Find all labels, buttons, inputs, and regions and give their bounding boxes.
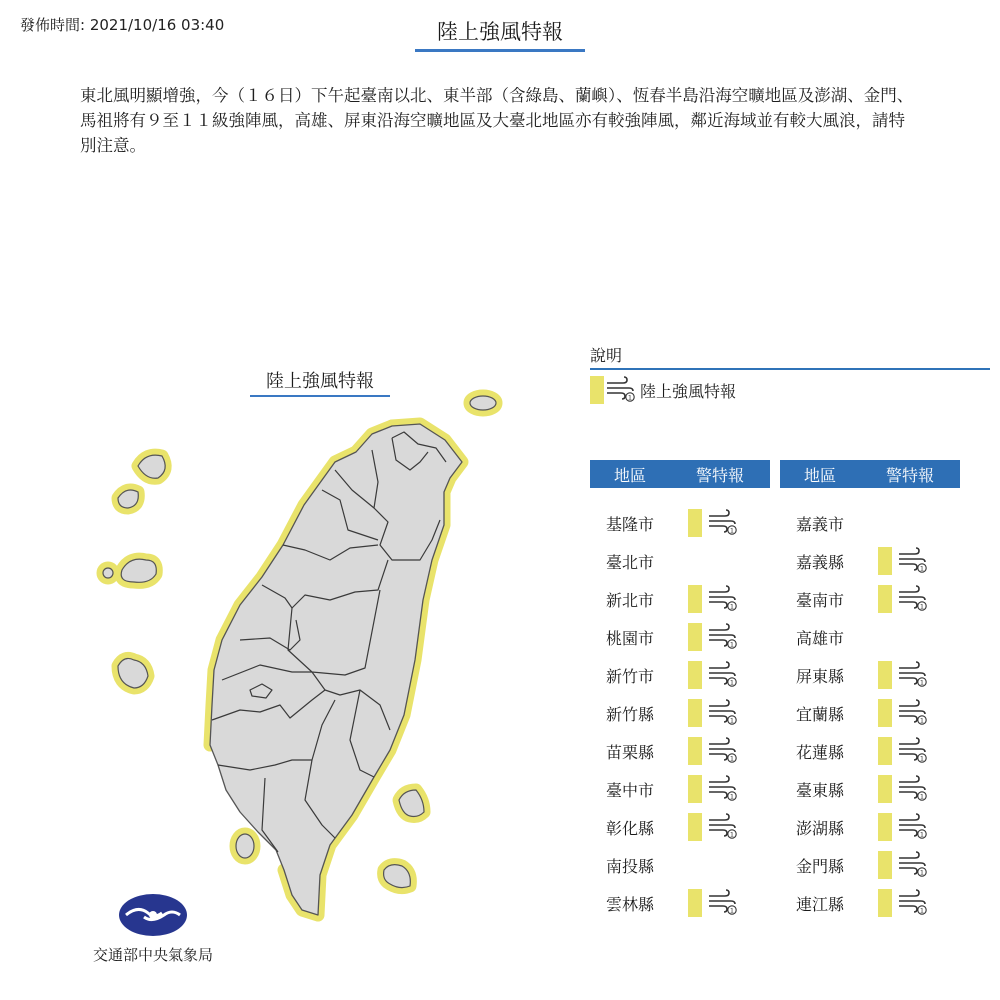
warning-color-swatch (878, 851, 892, 879)
area-name: 連江縣 (795, 894, 844, 914)
legend-item (590, 375, 736, 405)
table-row (780, 580, 960, 618)
svg-text:1: 1 (729, 526, 735, 535)
area-name: 新北市 (605, 590, 654, 610)
warning-color-swatch (688, 737, 702, 765)
warning-cell (670, 659, 770, 691)
warning-cell (860, 773, 960, 805)
warning-color-swatch (878, 813, 892, 841)
svg-text:1: 1 (729, 716, 735, 725)
warning-cell (860, 849, 960, 881)
legend-title: 說明 (590, 343, 990, 370)
table-row (590, 618, 770, 656)
warning-table-left (590, 460, 770, 922)
table-row (780, 542, 960, 580)
table-row (780, 504, 960, 542)
warning-color-swatch (688, 509, 702, 537)
table-row (590, 580, 770, 618)
warning-cell (860, 697, 960, 729)
strong-wind-icon (892, 773, 928, 805)
warning-cell (860, 659, 960, 691)
warning-color-swatch (688, 585, 702, 613)
table-row (590, 504, 770, 542)
strong-wind-icon (892, 887, 928, 919)
warning-cell (670, 735, 770, 767)
area-name: 嘉義市 (795, 514, 844, 534)
warning-cell (670, 583, 770, 615)
strong-wind-icon (702, 621, 738, 653)
table-row (780, 732, 960, 770)
svg-text:1: 1 (919, 602, 925, 611)
table-row (590, 884, 770, 922)
strong-wind-icon (702, 659, 738, 691)
strong-wind-icon (892, 697, 928, 729)
warning-color-swatch (878, 699, 892, 727)
svg-text:1: 1 (919, 678, 925, 687)
strong-wind-icon (604, 374, 636, 406)
strong-wind-icon (702, 583, 738, 615)
strong-wind-icon (892, 811, 928, 843)
warning-color-swatch (878, 889, 892, 917)
warning-color-swatch (878, 547, 892, 575)
page-title: 陸上強風特報 (415, 16, 585, 52)
warning-table-right (780, 460, 960, 922)
area-name: 苗栗縣 (605, 742, 654, 762)
area-name: 新竹市 (605, 666, 654, 686)
publish-time: 發佈時間: 2021/10/16 03:40 (20, 16, 225, 34)
svg-text:1: 1 (729, 830, 735, 839)
area-name: 南投縣 (605, 856, 654, 876)
map-title: 陸上強風特報 (250, 367, 390, 397)
svg-text:1: 1 (919, 754, 925, 763)
table-row (590, 770, 770, 808)
area-name: 金門縣 (795, 856, 844, 876)
area-name: 澎湖縣 (795, 818, 844, 838)
warning-color-swatch (688, 889, 702, 917)
warning-cell (670, 621, 770, 653)
area-name: 新竹縣 (605, 704, 654, 724)
strong-wind-icon (702, 773, 738, 805)
warning-cell (860, 811, 960, 843)
area-name: 桃園市 (605, 628, 654, 648)
column-header-warning: 警特報 (885, 465, 934, 485)
strong-wind-icon (702, 887, 738, 919)
svg-text:1: 1 (627, 393, 633, 402)
warning-color-swatch (688, 775, 702, 803)
warning-cell (670, 507, 770, 539)
warning-color-swatch (878, 775, 892, 803)
strong-wind-icon (892, 735, 928, 767)
island-turtle (470, 396, 496, 410)
svg-text:1: 1 (919, 564, 925, 573)
warning-color-swatch (590, 376, 604, 404)
strong-wind-icon (892, 545, 928, 577)
area-name: 臺東縣 (795, 780, 844, 800)
strong-wind-icon (702, 507, 738, 539)
area-name: 高雄市 (795, 628, 844, 648)
area-name: 臺北市 (605, 552, 654, 572)
warning-cell (670, 773, 770, 805)
warning-description: 東北風明顯增強，今（１６日）下午起臺南以北、東半部（含綠島、蘭嶼）、恆春半島沿海空曠地區及澎湖、金門、馬祖將有９至１１級強陣風，高雄、屏東沿海空曠地區及大臺北地區亦有較強陣風，鄰近海域並有較大風浪，請特別注意。 (80, 86, 914, 155)
warning-cell (670, 887, 770, 919)
area-name: 雲林縣 (605, 894, 654, 914)
table-row (780, 808, 960, 846)
table-row (780, 846, 960, 884)
warning-color-swatch (688, 813, 702, 841)
area-name: 嘉義縣 (795, 552, 844, 572)
strong-wind-icon (702, 811, 738, 843)
svg-text:1: 1 (729, 640, 735, 649)
column-header-area: 地區 (613, 465, 646, 485)
svg-text:1: 1 (729, 678, 735, 687)
area-name: 花蓮縣 (795, 742, 844, 762)
svg-text:1: 1 (729, 792, 735, 801)
area-name: 屏東縣 (795, 666, 844, 686)
svg-text:1: 1 (729, 754, 735, 763)
strong-wind-icon (892, 659, 928, 691)
legend-label: 陸上強風特報 (640, 381, 737, 401)
warning-color-swatch (878, 585, 892, 613)
island-lesser-kinmen (103, 568, 113, 578)
warning-color-swatch (688, 623, 702, 651)
table-row (590, 542, 770, 580)
warning-color-swatch (688, 699, 702, 727)
area-name: 臺南市 (795, 590, 844, 610)
table-row (780, 884, 960, 922)
strong-wind-icon (892, 849, 928, 881)
cwb-logo (118, 893, 188, 937)
svg-text:1: 1 (919, 716, 925, 725)
table-row (590, 846, 770, 884)
strong-wind-icon (892, 583, 928, 615)
table-row (780, 770, 960, 808)
table-row (590, 732, 770, 770)
island-liuqiu (236, 834, 254, 858)
warning-cell (860, 583, 960, 615)
warning-cell (670, 697, 770, 729)
table-header (780, 460, 960, 488)
strong-wind-icon (702, 697, 738, 729)
svg-text:1: 1 (729, 906, 735, 915)
table-row (590, 656, 770, 694)
warning-color-swatch (688, 661, 702, 689)
warning-color-swatch (878, 737, 892, 765)
area-name: 宜蘭縣 (795, 704, 844, 724)
area-name: 臺中市 (605, 780, 654, 800)
warning-cell (860, 887, 960, 919)
svg-text:1: 1 (919, 906, 925, 915)
area-name: 彰化縣 (605, 818, 654, 838)
svg-text:1: 1 (729, 602, 735, 611)
table-row (780, 618, 960, 656)
warning-cell (670, 811, 770, 843)
svg-text:1: 1 (919, 792, 925, 801)
area-name: 基隆市 (605, 514, 654, 534)
table-row (590, 694, 770, 732)
warning-cell (860, 545, 960, 577)
table-row (780, 656, 960, 694)
column-header-area: 地區 (803, 465, 836, 485)
agency-name: 交通部中央氣象局 (92, 946, 213, 964)
table-header (590, 460, 770, 488)
svg-text:1: 1 (919, 830, 925, 839)
svg-text:1: 1 (919, 868, 925, 877)
warning-cell (860, 735, 960, 767)
warning-color-swatch (878, 661, 892, 689)
column-header-warning: 警特報 (695, 465, 744, 485)
table-row (780, 694, 960, 732)
strong-wind-icon (702, 735, 738, 767)
table-row (590, 808, 770, 846)
